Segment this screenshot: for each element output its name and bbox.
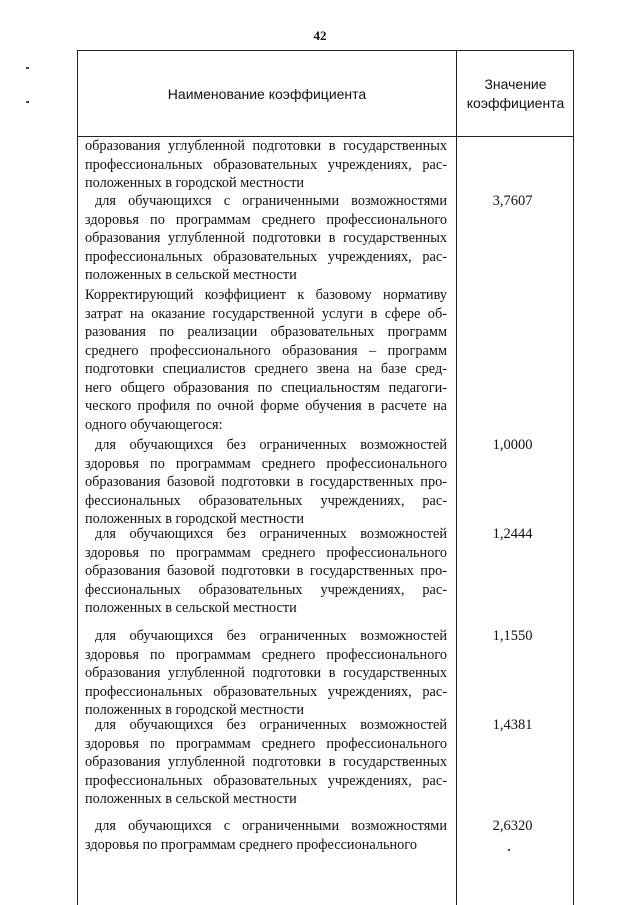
column-divider (456, 50, 457, 905)
description-line: подготовки специалистов среднего звена на базе сред- (85, 361, 447, 377)
description-line: Корректирующий коэффициент к базовому нормативу (85, 287, 447, 303)
description-line: для обучающихся с ограниченными возможностями (95, 818, 447, 834)
description-line: для обучающихся без ограниченных возможностей (95, 717, 447, 733)
coefficient-description (85, 716, 447, 809)
coefficient-value: 1,2444 (492, 526, 533, 542)
description-line: разования по реализации образовательных программ (85, 324, 447, 340)
description-line: положенных в сельской местности (85, 267, 297, 283)
description-line: для обучающихся без ограниченных возможностей (95, 628, 447, 644)
header-coefficient-name: Наименование коэффициента (167, 85, 367, 102)
description-line: здоровья по программам среднего профессионального (85, 836, 417, 853)
description-line: образования углубленной подготовки в государственных (85, 230, 447, 246)
description-line: для обучающихся без ограниченных возможностей (95, 437, 447, 453)
description-line: фессиональных образовательных учреждениях, рас- (85, 492, 447, 509)
description-line: него общего образования по специальностям педагоги- (85, 379, 447, 396)
description-line: положенных в городской местности (85, 511, 305, 527)
description-line: ческого профиля по очной форме обучения в расчете на (85, 398, 447, 414)
description-line: здоровья по программам среднего профессионального (85, 211, 447, 228)
coefficient-description (85, 436, 447, 529)
description-line: положенных в сельской местности (85, 791, 297, 807)
scan-mark (26, 67, 29, 69)
description-line: затрат на оказание государственной услуги в сфере об- (85, 305, 447, 322)
description-line: здоровья по программам среднего профессионального (85, 544, 447, 561)
description-line: для обучающихся без ограниченных возможностей (95, 526, 447, 542)
coefficient-description (85, 286, 447, 434)
description-line: здоровья по программам среднего профессионального (85, 455, 447, 472)
coefficient-description (85, 525, 447, 618)
coefficient-value: 3,7607 (492, 193, 533, 209)
description-line: профессиональных образовательных учреждениях, рас- (85, 683, 447, 700)
description-line: профессиональных образовательных учреждениях, рас- (85, 772, 447, 789)
table-header (78, 50, 573, 137)
scan-mark (26, 101, 29, 103)
coefficient-value: 1,0000 (492, 437, 533, 453)
coefficient-description (85, 192, 447, 285)
coefficient-value: 2,6320 (492, 818, 533, 834)
description-line: профессиональных образовательных учреждениях, рас- (85, 248, 447, 265)
description-line: образования углубленной подготовки в государственных (85, 138, 447, 154)
page-number: 42 (313, 28, 327, 43)
description-line: положенных в сельской местности (85, 600, 297, 616)
description-line: одного обучающегося: (85, 416, 223, 433)
description-line: образования базовой подготовки в государственных про- (85, 474, 447, 490)
coefficient-value: 1,1550 (492, 628, 533, 644)
description-line: фессиональных образовательных учреждениях, рас- (85, 581, 447, 598)
coefficient-value: 1,4381 (492, 717, 533, 733)
header-coefficient-value (458, 51, 573, 136)
description-line: положенных в городской местности (85, 175, 305, 191)
header-value-line2: коэффициента (466, 94, 565, 111)
coefficient-description (85, 137, 447, 193)
description-line: здоровья по программам среднего профессионального (85, 646, 447, 663)
description-line: здоровья по программам среднего профессионального (85, 735, 447, 752)
description-line: профессиональных образовательных учреждениях, рас- (85, 156, 447, 173)
coefficient-description (85, 627, 447, 720)
header-value-line1: Значение (484, 75, 547, 92)
description-line: образования углубленной подготовки в государственных (85, 754, 447, 770)
description-line: положенных в городской местности (85, 702, 305, 718)
description-line: образования базовой подготовки в государственных про- (85, 563, 447, 579)
description-line: среднего профессионального образования – программ (85, 342, 447, 359)
description-line: образования углубленной подготовки в государственных (85, 665, 447, 681)
description-line: для обучающихся с ограниченными возможностями (95, 193, 447, 209)
coefficient-description (85, 817, 447, 854)
scan-mark (508, 849, 510, 851)
